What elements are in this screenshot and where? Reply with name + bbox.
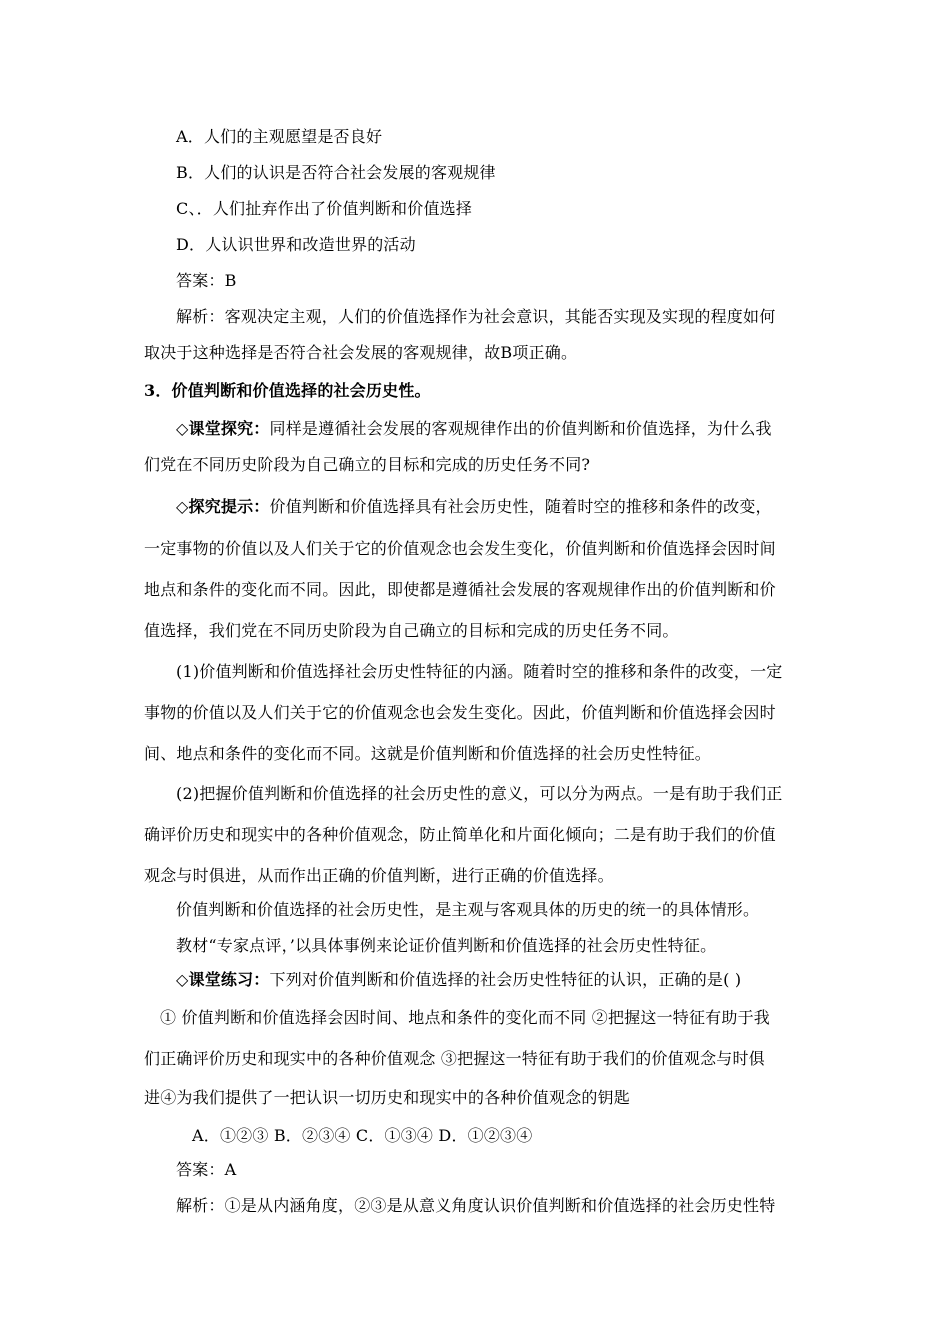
explore-text-1: 同样是遵循社会发展的客观规律作出的价值判断和价值选择，为什么我 (269, 419, 772, 438)
answer-2: 答案：A (176, 1160, 237, 1179)
statement-line-2: 们正确评价历史和现实中的各种价值观念 ③把握这一特征有助于我们的价值观念与时俱 (144, 1049, 765, 1068)
answer-1: 答案：B (176, 271, 237, 290)
explore-line-2: 们党在不同历史阶段为自己确立的目标和完成的历史任务不同? (144, 455, 591, 474)
para-3-line-1: 价值判断和价值选择的社会历史性，是主观与客观具体的历史的统一的具体情形。 (176, 900, 760, 919)
analysis-1-line-2: 取决于这种选择是否符合社会发展的客观规律，故B项正确。 (144, 343, 578, 362)
analysis-1-line-1: 解析：客观决定主观，人们的价值选择作为社会意识，其能否实现及实现的程度如何 (176, 307, 776, 326)
para-1-line-3: 间、地点和条件的变化而不同。这就是价值判断和价值选择的社会历史性特征。 (144, 744, 712, 763)
hint-line-1 (176, 497, 772, 517)
practice-text-1: 下列对价值判断和价值选择的社会历史性特征的认识，正确的是( ) (269, 970, 742, 989)
para-1-line-1: (1)价值判断和价值选择社会历史性特征的内涵。随着时空的推移和条件的改变，一定 (176, 662, 783, 681)
analysis-2-line-1: 解析：①是从内涵角度，②③是从意义角度认识价值判断和价值选择的社会历史性特 (176, 1196, 776, 1215)
para-2-line-2: 确评价历史和现实中的各种价值观念，防止简单化和片面化倾向；二是有助于我们的价值 (144, 825, 776, 844)
option-a-1: A．人们的主观愿望是否良好 (176, 127, 383, 146)
hint-line-2: 一定事物的价值以及人们关于它的价值观念也会发生变化，价值判断和价值选择会因时间 (144, 539, 776, 558)
para-1-line-2: 事物的价值以及人们关于它的价值观念也会发生变化。因此，价值判断和价值选择会因时 (144, 703, 776, 722)
hint-line-3: 地点和条件的变化而不同。因此，即使都是遵循社会发展的客观规律作出的价值判断和价 (144, 580, 776, 599)
practice-label: ◇课堂练习： (176, 970, 270, 989)
hint-label: ◇探究提示： (176, 497, 270, 516)
section-3-title: 3．价值判断和价值选择的社会历史性。 (144, 381, 431, 400)
option-b-1: B．人们的认识是否符合社会发展的客观规律 (176, 163, 496, 182)
hint-text-1: 价值判断和价值选择具有社会历史性，随着时空的推移和条件的改变， (269, 497, 772, 516)
option-c-1: C、．人们扯弃作出了价值判断和价值选择 (176, 199, 473, 218)
statement-line-1: ① 价值判断和价值选择会因时间、地点和条件的变化而不同 ②把握这一特征有助于我 (160, 1008, 770, 1027)
statement-line-3: 进④为我们提供了一把认识一切历史和现实中的各种价值观念的钥匙 (144, 1088, 631, 1107)
hint-line-4: 值选择，我们党在不同历史阶段为自己确立的目标和完成的历史任务不同。 (144, 621, 679, 640)
para-2-line-3: 观念与时俱进，从而作出正确的价值判断，进行正确的价值选择。 (144, 866, 614, 885)
para-4-line-1: 教材“专家点评，’以具体事例来论证价值判断和价值选择的社会历史性特征。 (176, 936, 717, 955)
option-d-1: D．人认识世界和改造世界的活动 (176, 235, 416, 254)
choices-line: A．①②③ B．②③④ C．①③④ D．①②③④ (192, 1126, 533, 1145)
explore-label: ◇课堂探究： (176, 419, 270, 438)
explore-line-1 (176, 419, 772, 439)
practice-line-1 (176, 970, 741, 990)
para-2-line-1: (2)把握价值判断和价值选择的社会历史性的意义，可以分为两点。一是有助于我们正 (176, 784, 783, 803)
